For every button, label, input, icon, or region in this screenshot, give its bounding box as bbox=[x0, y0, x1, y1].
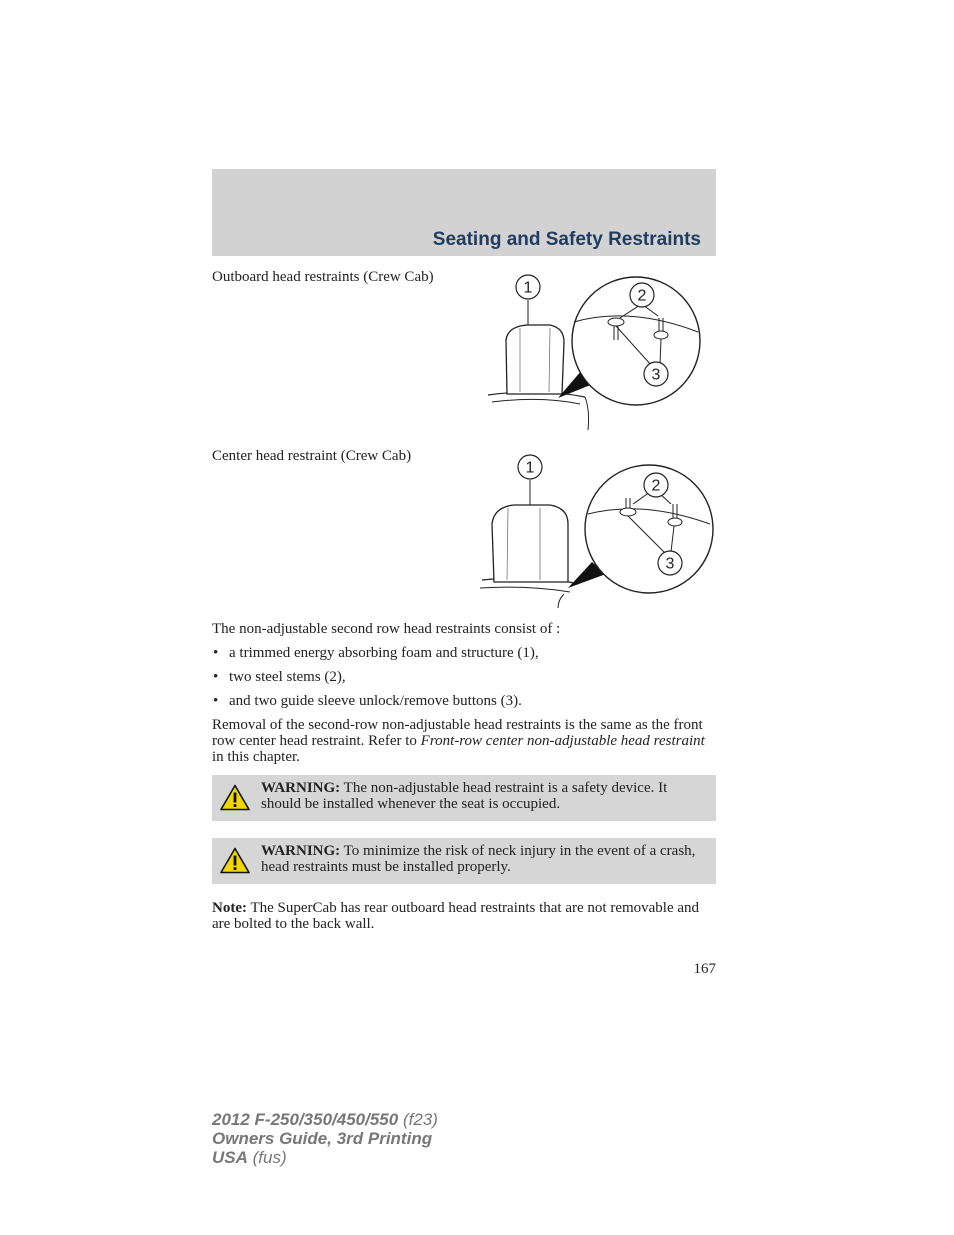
warning-box bbox=[212, 775, 716, 821]
removal-text: Removal of the second-row non-adjustable head restraints is the same as the front row center head restraint. Refer to bbox=[212, 717, 703, 749]
footer-market: USA bbox=[212, 1148, 248, 1167]
document-footer bbox=[212, 1110, 438, 1167]
list-item: • and two guide sleeve unlock/remove buttons (3). bbox=[212, 693, 716, 717]
callout-2: 2 bbox=[651, 477, 661, 495]
page-number: 167 bbox=[693, 961, 716, 977]
intro-text: The non-adjustable second row head restraints consist of : bbox=[212, 621, 561, 637]
footer-market-code: (fus) bbox=[247, 1148, 287, 1167]
warning-text bbox=[261, 843, 708, 875]
list-item: • a trimmed energy absorbing foam and structure (1), bbox=[212, 645, 716, 669]
callout-1: 1 bbox=[523, 279, 533, 297]
warning-triangle-icon bbox=[220, 847, 250, 874]
cross-reference: Front-row center non-adjustable head restraint bbox=[420, 733, 705, 749]
warning-box bbox=[212, 838, 716, 884]
removal-text-end: in this chapter. bbox=[212, 749, 300, 765]
removal-paragraph bbox=[212, 717, 716, 765]
note-paragraph bbox=[212, 900, 716, 932]
figure-caption-center: Center head restraint (Crew Cab) bbox=[212, 448, 412, 464]
center-head-restraint-illustration bbox=[478, 452, 718, 612]
component-list bbox=[212, 645, 716, 717]
figure-caption-outboard: Outboard head restraints (Crew Cab) bbox=[212, 269, 434, 285]
callout-2: 2 bbox=[637, 287, 647, 305]
note-label: Note: bbox=[212, 900, 247, 916]
warning-label: WARNING: bbox=[261, 843, 341, 859]
list-item: • two steel stems (2), bbox=[212, 669, 716, 693]
warning-message: To minimize the risk of neck injury in the event of a crash, head restraints must be installed properly. bbox=[261, 843, 696, 875]
footer-edition: Owners Guide, 3rd Printing bbox=[212, 1129, 433, 1148]
callout-1: 1 bbox=[525, 459, 535, 477]
warning-message: The non-adjustable head restraint is a safety device. It should be installed whenever the seat is occupied. bbox=[261, 780, 668, 812]
footer-model-code: (f23) bbox=[398, 1110, 438, 1129]
outboard-head-restraint-illustration bbox=[480, 270, 710, 435]
callout-3: 3 bbox=[665, 555, 675, 573]
warning-triangle-icon bbox=[220, 784, 250, 811]
callout-3: 3 bbox=[651, 366, 661, 384]
warning-label: WARNING: bbox=[261, 780, 341, 796]
footer-model: 2012 F-250/350/450/550 bbox=[212, 1110, 399, 1129]
note-text: The SuperCab has rear outboard head restraints that are not removable and are bolted to the back wall. bbox=[212, 900, 700, 932]
section-header bbox=[212, 169, 716, 256]
section-title: Seating and Safety Restraints bbox=[432, 229, 701, 250]
warning-text bbox=[261, 780, 708, 812]
